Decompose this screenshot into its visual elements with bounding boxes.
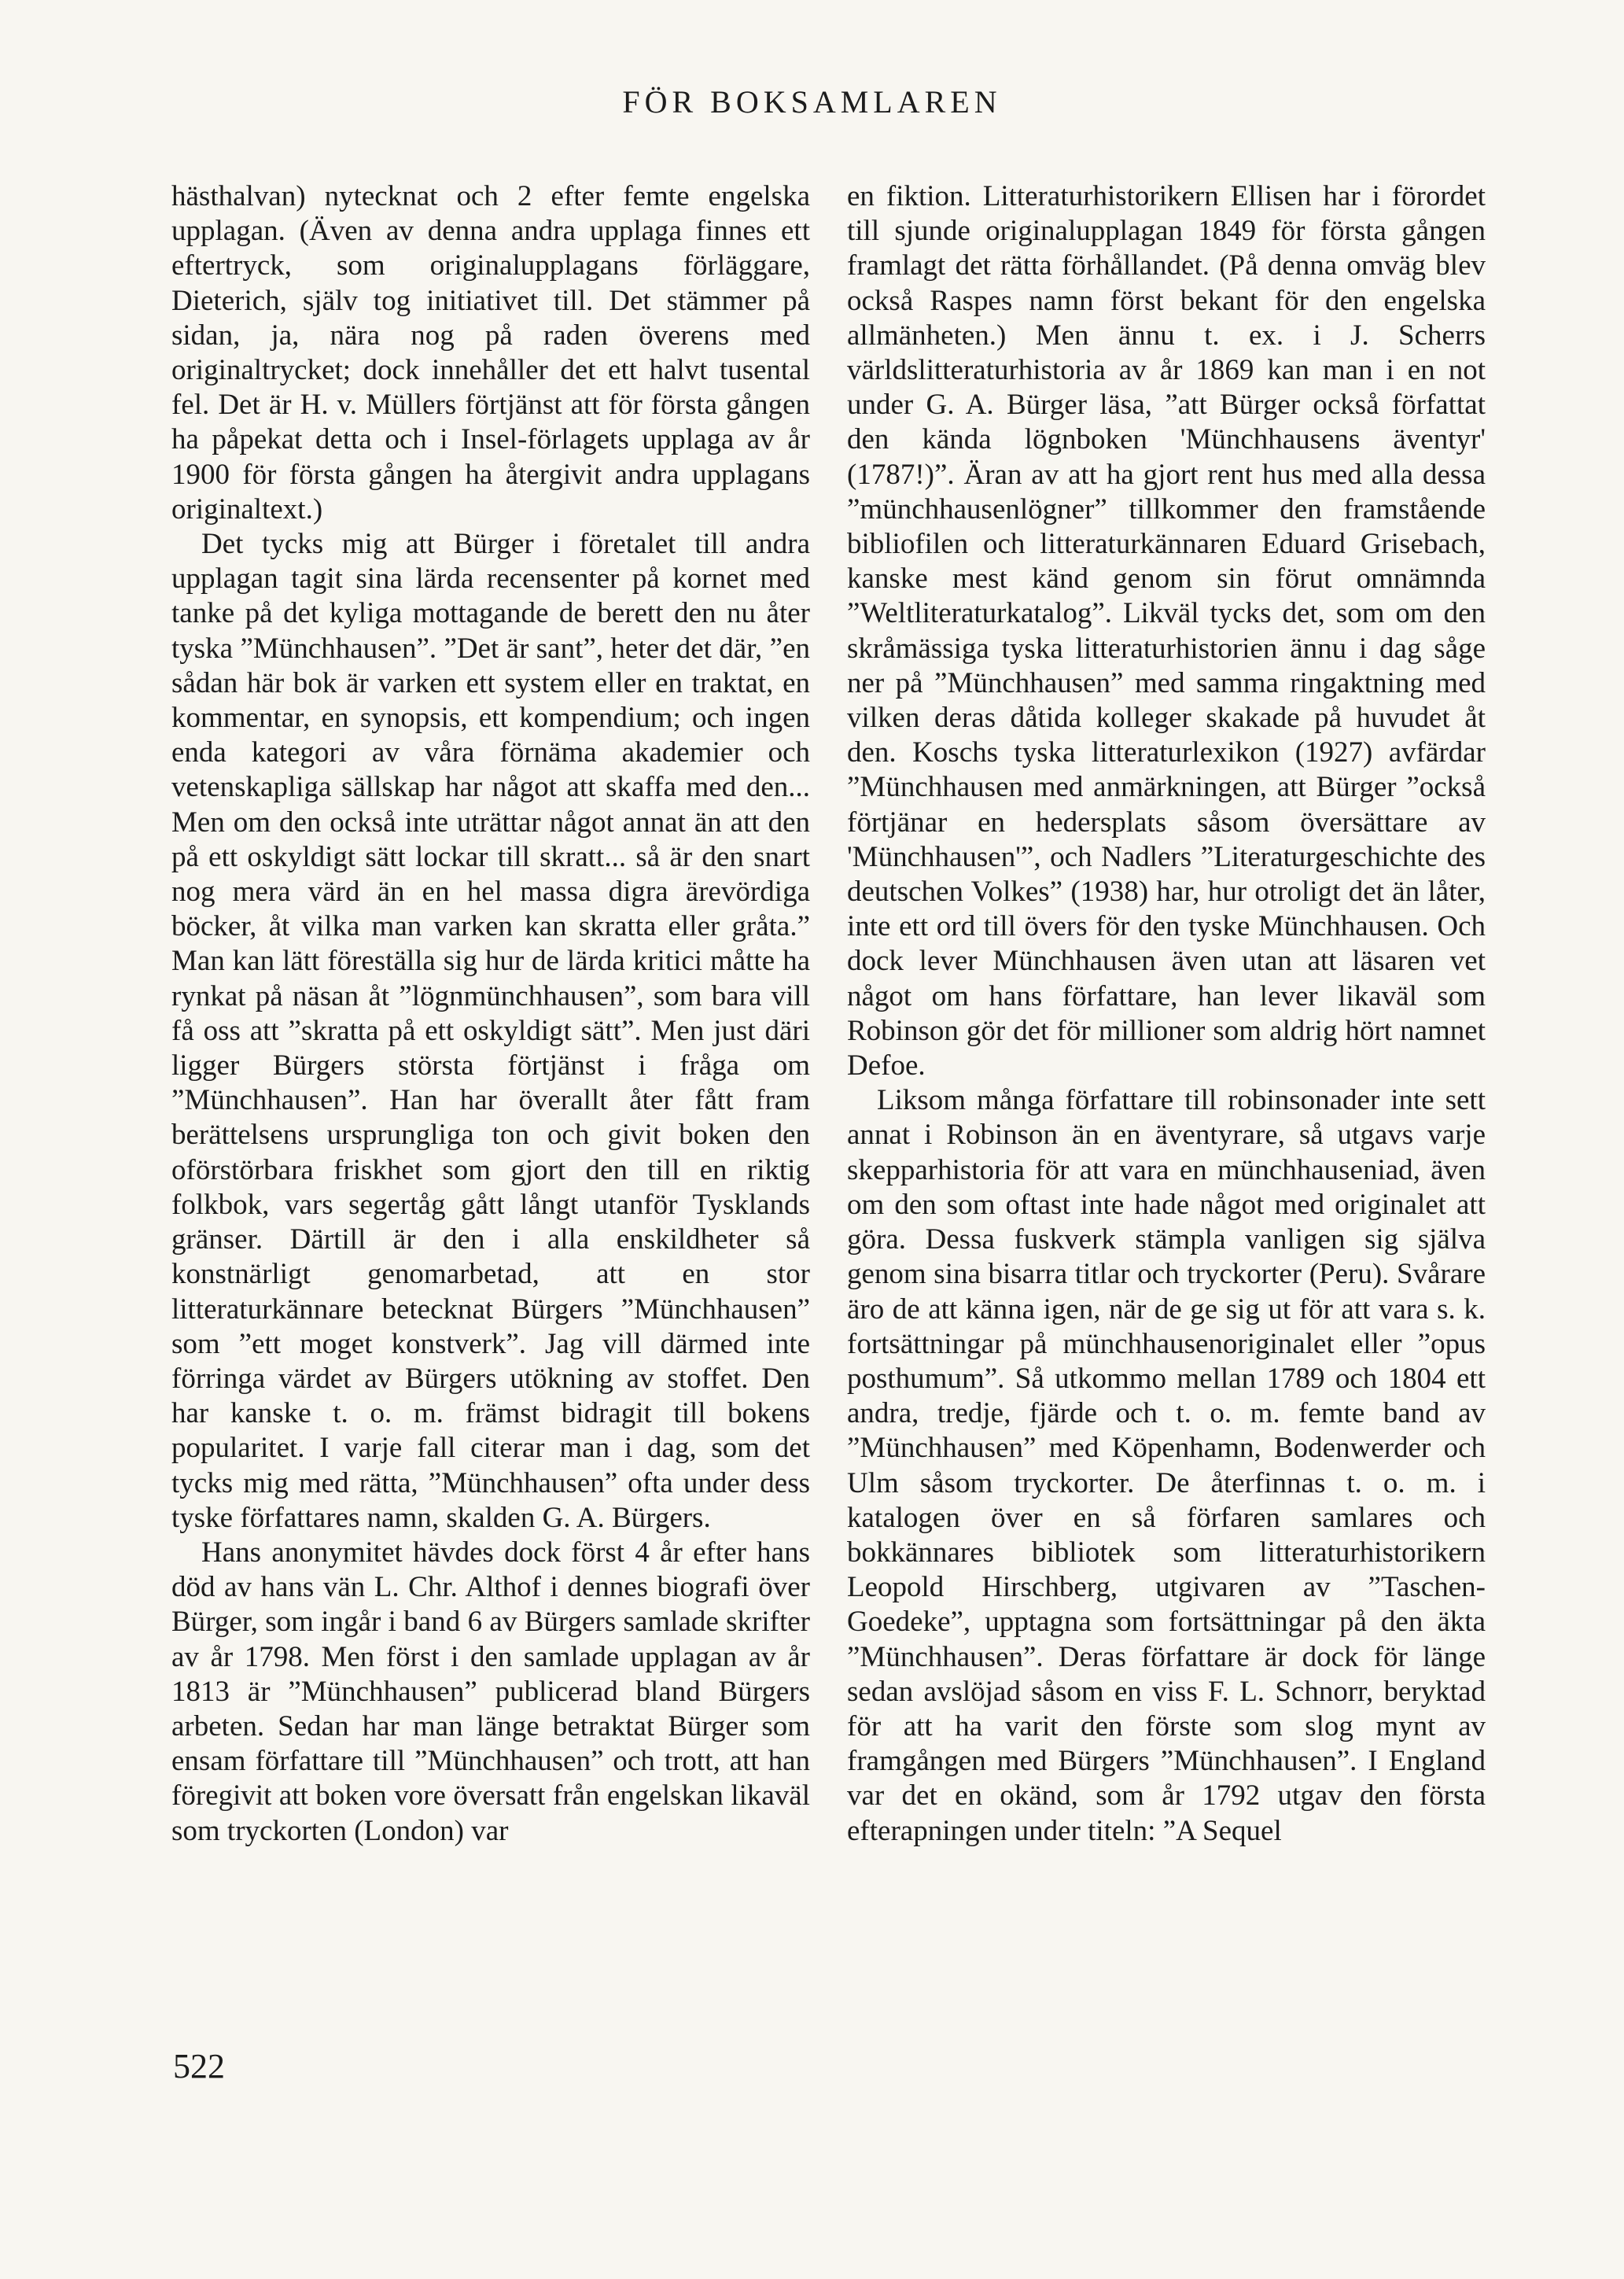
paragraph: Det tycks mig att Bürger i företalet till andra upplagan tagit sina lärda recensenter på kornet med tanke på det kyliga mottagande de berett den nu åter tyska ”Münchhausen”. ”Det är sant”, heter det där, ”en sådan här bok är varken ett system eller en traktat, en kommentar, en synopsis, ett kompendium; och ingen enda kategori av våra förnäma akademier och vetenskapliga sällskap har något att skaffa med den... Men om den också inte uträttar något annat än att den på ett oskyldigt sätt lockar till skratt... så är den snart nog mera värd än en hel massa digra ärevördiga böcker, åt vilka man varken kan skratta eller gråta.” Man kan lätt föreställa sig hur de lärda kritici måtte ha rynkat på näsan åt ”lögnmünchhausen”, som bara vill få oss att ”skratta på ett oskyldigt sätt”. Men just däri ligger Bürgers största förtjänst i fråga om ”Münchhausen”. Han har överallt åter fått fram berättelsens ursprungliga ton och givit boken den oförstörbara friskhet som gjort den till en riktig folkbok, vars segertåg gått långt utanför Tysklands gränser. Därtill är den i alla enskildheter så konstnärligt genomarbetad, att en stor litteraturkännare betecknat Bürgers ”Münchhausen” som ”ett moget konstverk”. Jag vill därmed inte förringa värdet av Bürgers utökning av stoffet. Den har kanske t. o. m. främst bidragit till bokens popularitet. I varje fall citerar man i dag, som det tycks mig med rätta, ”Münchhausen” ofta under dess tyske författares namn, skalden G. A. Bürgers. (171, 528, 810, 1534)
paragraph: hästhalvan) nytecknat och 2 efter femte engelska upplagan. (Även av denna andra upplaga finnes ett eftertryck, som originalupplagans förläggare, Dieterich, själv tog initiativet till. Det stämmer på sidan, ja, nära nog på raden överens med originaltrycket; dock innehåller det ett halvt tusental fel. Det är H. v. Müllers förtjänst att för första gången ha påpekat detta och i Insel-förlagets upplaga av år 1900 för första gången ha återgivit andra upplagans originaltext.) (171, 180, 810, 525)
right-column (847, 179, 1486, 1849)
paragraph: Hans anonymitet hävdes dock först 4 år efter hans död av hans vän L. Chr. Althof i dennes biografi över Bürger, som ingår i band 6 av Bürgers samlade skrifter av år 1798. Men först i den samlade upplagan av år 1813 är ”Münchhausen” publicerad bland Bürgers arbeten. Sedan har man länge betraktat Bürger som ensam författare till ”Münchhausen” och trott, att han föregivit att boken vore översatt från engelskan likaväl som tryckorten (London) var (171, 1536, 810, 1847)
paragraph: en fiktion. Litteraturhistorikern Ellisen har i förordet till sjunde originalupplagan 1849 för första gången framlagt det rätta förhållandet. (På denna omväg blev också Raspes namn först bekant för den engelska allmänheten.) Men ännu t. ex. i J. Scherrs världslitteraturhistoria av år 1869 kan man i en not under G. A. Bürger läsa, ”att Bürger också författat den kända lögnboken 'Münchhausens äventyr' (1787!)”. Äran av att ha gjort rent hus med alla dessa ”münchhausenlögner” tillkommer den framstående bibliofilen och litteraturkännaren Eduard Grisebach, kanske mest känd genom sin förut omnämnda ”Weltliteraturkatalog”. Likväl tycks det, som om den skråmässiga tyska litteraturhistorien ännu i dag såge ner på ”Münchhausen” med samma ringaktning med vilken deras dåtida kolleger skakade på huvudet åt den. Koschs tyska litteraturlexikon (1927) avfärdar ”Münchhausen med anmärkningen, att Bürger ”också förtjänar en hedersplats såsom översättare av 'Münchhausen'”, och Nadlers ”Literaturgeschichte des deutschen Volkes” (1938) har, hur otroligt det än låter, inte ett ord till övers för den tyske Münchhausen. Och dock lever Münchhausen även utan att läsaren vet något om hans författare, han lever likaväl som Robinson gör det för millioner som aldrig hört namnet Defoe. (847, 180, 1486, 1082)
left-column (171, 179, 810, 1849)
page-number: 522 (173, 2047, 225, 2085)
paragraph: Liksom många författare till robinsonader inte sett annat i Robinson än en äventyrare, så utgavs varje skepparhistoria för att vara en münchhauseniad, även om den som oftast inte hade något med originalet att göra. Dessa fuskverk stämpla vanligen sig själva genom sina bisarra titlar och tryckorter (Peru). Svårare äro de att känna igen, när de ge sig ut för att vara s. k. fortsättningar på münchhausenoriginalet eller ”opus posthumum”. Så utkommo mellan 1789 och 1804 ett andra, tredje, fjärde och t. o. m. femte band av ”Münchhausen” med Köpenhamn, Bodenwerder och Ulm såsom tryckorter. De återfinnas t. o. m. i katalogen över en så förfaren samlares och bokkännares bibliotek som litteraturhistorikern Leopold Hirschberg, utgivaren av ”Taschen-Goedeke”, upptagna som fortsättningar på den äkta ”Münchhausen”. Deras författare är dock för länge sedan avslöjad såsom en viss F. L. Schnorr, beryktad för att ha varit den förste som slog mynt av framgången med Bürgers ”Münchhausen”. I England var det en okänd, som år 1792 utgav den första efterapningen under titeln: ”A Sequel (847, 1084, 1486, 1847)
running-header: FÖR BOKSAMLAREN (622, 84, 1002, 120)
